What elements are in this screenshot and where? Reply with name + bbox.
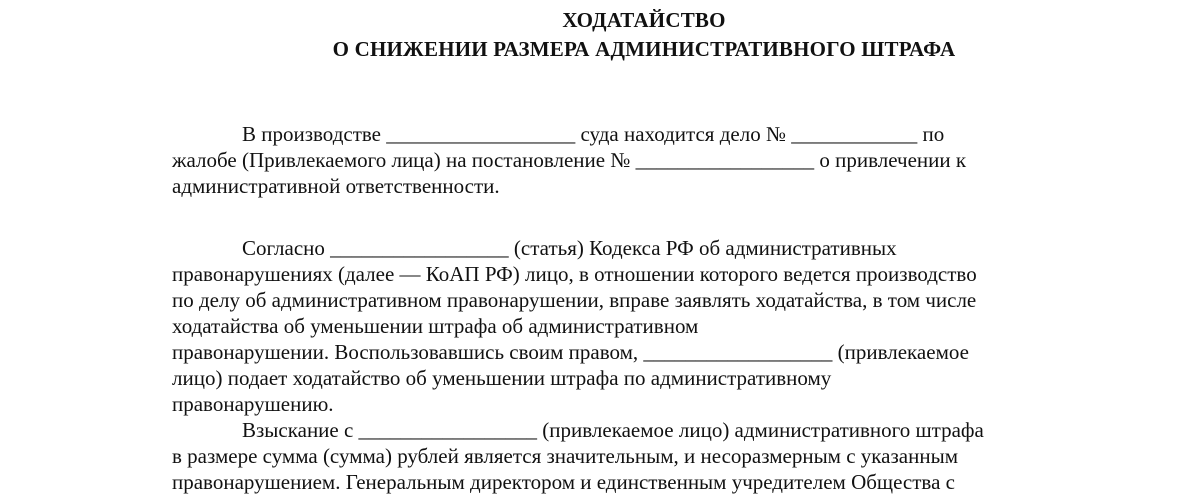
paragraph-line: В производстве __________________ суда находится дело № ____________ по <box>242 122 945 146</box>
title-line-1: ХОДАТАЙСТВО <box>562 8 726 32</box>
paragraph-spacer <box>172 199 1107 235</box>
paragraph-line: правонарушении. Воспользовавшись своим правом, __________________ (привлекаемое <box>172 340 969 364</box>
paragraph-line: ходатайства об уменьшении штрафа об административном <box>172 314 699 338</box>
paragraph-line: правонарушениях (далее — КоАП РФ) лицо, в отношении которого ведется производство <box>172 262 977 286</box>
paragraph-line: правонарушением. Генеральным директором и единственным учредителем Общества с <box>172 470 955 494</box>
paragraph-3 <box>172 417 1107 495</box>
document-title <box>0 6 1200 64</box>
paragraph-line: в размере сумма (сумма) рублей является значительным, и несоразмерным с указанным <box>172 444 958 468</box>
paragraph-line: жалобе (Привлекаемого лица) на постановление № _________________ о привлечении к <box>172 148 967 172</box>
paragraph-line: правонарушению. <box>172 392 334 416</box>
paragraph-line: административной ответственности. <box>172 174 500 198</box>
paragraph-1 <box>172 121 1107 199</box>
document-body <box>172 121 1107 495</box>
paragraph-line: по делу об административном правонарушении, вправе заявлять ходатайства, в том числе <box>172 288 977 312</box>
paragraph-line: Взыскание с _________________ (привлекаемое лицо) административного штрафа <box>242 418 984 442</box>
title-line-2: О СНИЖЕНИИ РАЗМЕРА АДМИНИСТРАТИВНОГО ШТРАФА <box>332 37 956 61</box>
paragraph-line: Согласно _________________ (статья) Кодекса РФ об административных <box>242 236 897 260</box>
paragraph-line: лицо) подает ходатайство об уменьшении штрафа по административному <box>172 366 832 390</box>
paragraph-2 <box>172 235 1107 417</box>
